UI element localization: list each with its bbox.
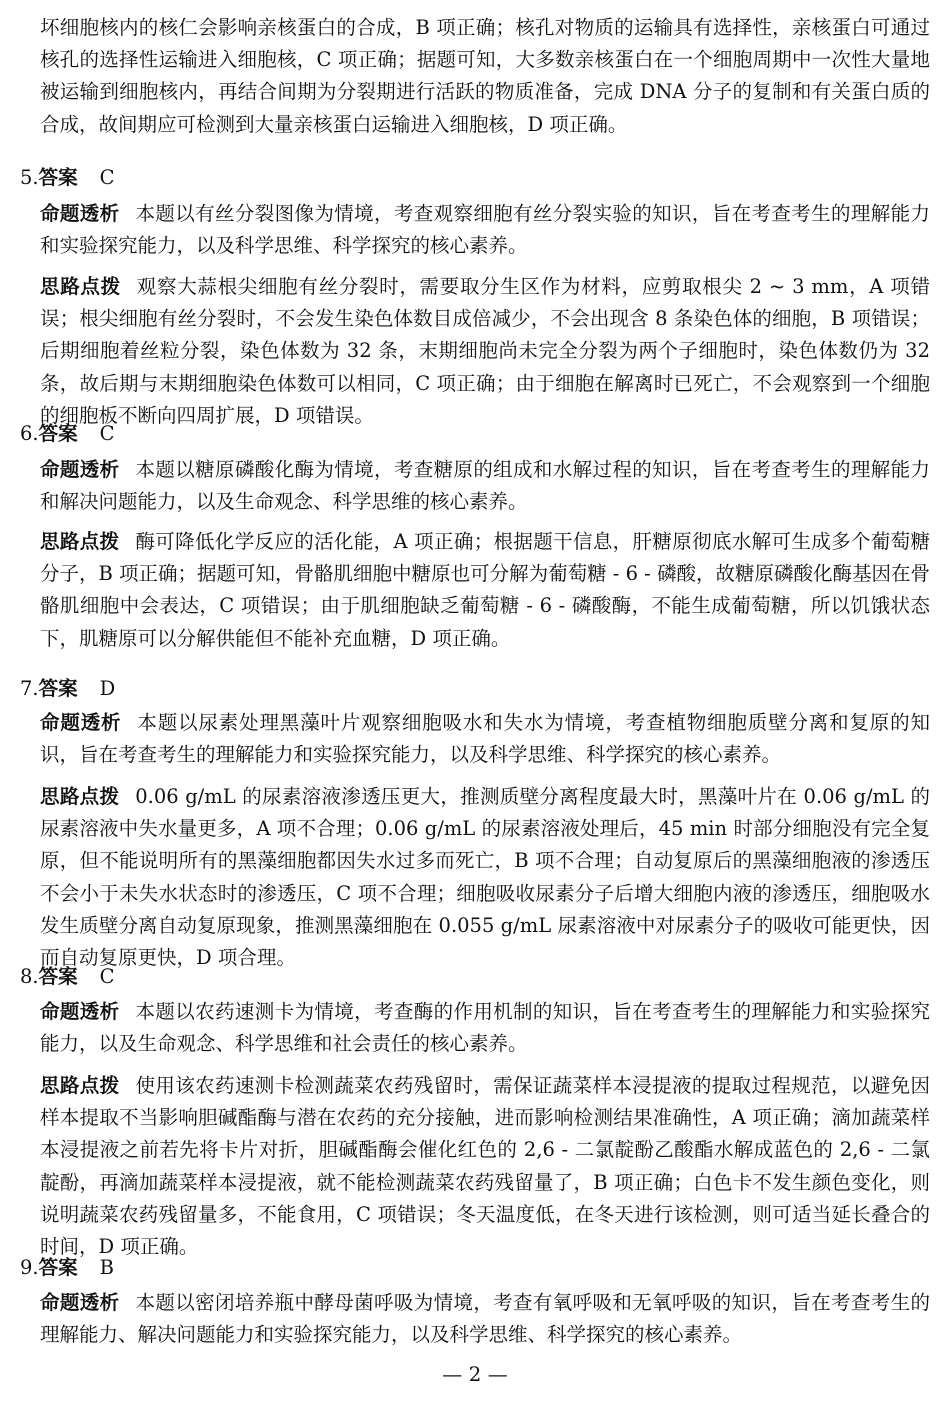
guide-paragraph-5: [40, 271, 930, 432]
guide-paragraph-6: [40, 526, 930, 655]
guide-label: 思路点拨: [40, 530, 120, 553]
intent-label: 命题透析: [40, 1291, 120, 1314]
answer-value: C: [99, 422, 115, 445]
question-number: 7.: [20, 677, 39, 700]
answer-line-7: [20, 673, 920, 705]
answer-line-8: [20, 961, 920, 993]
answer-label: 答案: [38, 1256, 78, 1279]
intent-paragraph-8: [40, 996, 930, 1060]
question-number: 6.: [20, 422, 39, 445]
guide-text: 酶可降低化学反应的活化能，A 项正确；根据题干信息，肝糖原彻底水解可生成多个葡萄糖分子，B 项正确；据题可知，骨骼肌细胞中糖原也可分解为葡萄糖 - 6 - 磷酸，故糖原磷酸化酶基因在骨骼肌细胞中会表达，C 项错误；由于肌细胞缺乏葡萄糖 - 6 - 磷酸酶，不能生成葡萄糖，所以饥饿状态下，肌糖原可以分解供能但不能补充血糖，D 项正确。: [40, 530, 930, 650]
guide-paragraph-7: [40, 781, 930, 974]
answer-value: C: [99, 166, 115, 189]
question-number: 9.: [20, 1256, 39, 1279]
intent-paragraph-9: [40, 1287, 930, 1351]
answer-line-6: [20, 418, 920, 450]
intent-text: 本题以农药速测卡为情境，考查酶的作用机制的知识，旨在考查考生的理解能力和实验探究能力，以及生命观念、科学思维和社会责任的核心素养。: [40, 1000, 930, 1056]
guide-text: 使用该农药速测卡检测蔬菜农药残留时，需保证蔬菜样本浸提液的提取过程规范，以避免因样本提取不当影响胆碱酯酶与潜在农药的充分接触，进而影响检测结果准确性，A 项正确；滴加蔬菜样本浸提液之前若先将卡片对折，胆碱酯酶会催化红色的 2,6 - 二氯靛酚乙酸酯水解成蓝色的 2,6 - 二氯靛酚，再滴加蔬菜样本浸提液，就不能检测蔬菜农药残留量了，B 项正确；白色卡不发生颜色变化，则说明蔬菜农药残留量多，不能食用，C 项错误；冬天温度低，在冬天进行该检测，则可适当延长叠合的时间，D 项正确。: [40, 1074, 930, 1259]
guide-label: 思路点拨: [40, 275, 121, 298]
answer-value: D: [99, 677, 116, 700]
intent-text: 本题以有丝分裂图像为情境，考查观察细胞有丝分裂实验的知识，旨在考查考生的理解能力和实验探究能力，以及科学思维、科学探究的核心素养。: [40, 202, 930, 258]
answer-value: B: [99, 1256, 114, 1279]
intent-label: 命题透析: [40, 1000, 120, 1023]
intent-text: 本题以密闭培养瓶中酵母菌呼吸为情境，考查有氧呼吸和无氧呼吸的知识，旨在考查考生的理解能力、解决问题能力和实验探究能力，以及科学思维、科学探究的核心素养。: [40, 1291, 930, 1347]
intent-text: 本题以尿素处理黑藻叶片观察细胞吸水和失水为情境，考查植物细胞质壁分离和复原的知识，旨在考查考生的理解能力和实验探究能力，以及科学思维、科学探究的核心素养。: [40, 711, 930, 767]
guide-label: 思路点拨: [40, 785, 120, 808]
intent-paragraph-7: [40, 707, 930, 771]
answer-value: C: [99, 965, 115, 988]
answer-label: 答案: [38, 166, 78, 189]
intro-paragraph: 坏细胞核内的核仁会影响亲核蛋白的合成，B 项正确；核孔对物质的运输具有选择性，亲核蛋白可通过核孔的选择性运输进入细胞核，C 项正确；据题可知，大多数亲核蛋白在一个细胞周期中一次性大量地被运输到细胞核内，再结合间期为分裂期进行活跃的物质准备，完成 DNA 分子的复制和有关蛋白质的合成，故间期应可检测到大量亲核蛋白运输进入细胞核，D 项正确。: [40, 16, 930, 136]
answer-line-5: [20, 162, 920, 194]
question-number: 5.: [20, 166, 39, 189]
guide-text: 0.06 g/mL 的尿素溶液渗透压更大，推测质壁分离程度最大时，黑藻叶片在 0.06 g/mL 的尿素溶液中失水量更多，A 项不合理；0.06 g/mL 的尿素溶液处理后，45 min 时部分细胞没有完全复原，但不能说明所有的黑藻细胞都因失水过多而死亡，B 项不合理；自动复原后的黑藻细胞液的渗透压不会小于未失水状态时的渗透压，C 项不合理；细胞吸收尿素分子后增大细胞内液的渗透压，细胞吸水发生质壁分离自动复原现象，推测黑藻细胞在 0.055 g/mL 尿素溶液中对尿素分子的吸收可能更快，因而自动复原更快，D 项合理。: [40, 785, 930, 970]
answer-label: 答案: [38, 422, 78, 445]
answer-line-9: [20, 1252, 920, 1284]
intent-label: 命题透析: [40, 458, 120, 481]
intent-paragraph-5: [40, 198, 930, 262]
answer-label: 答案: [38, 965, 78, 988]
intent-label: 命题透析: [40, 711, 122, 734]
intent-label: 命题透析: [40, 202, 120, 225]
guide-label: 思路点拨: [40, 1074, 120, 1097]
page-number: — 2 —: [442, 1362, 508, 1386]
question-number: 8.: [20, 965, 39, 988]
intent-text: 本题以糖原磷酸化酶为情境，考查糖原的组成和水解过程的知识，旨在考查考生的理解能力和解决问题能力，以及生命观念、科学思维的核心素养。: [40, 458, 930, 514]
guide-paragraph-8: [40, 1070, 930, 1263]
guide-text: 观察大蒜根尖细胞有丝分裂时，需要取分生区作为材料，应剪取根尖 2 ~ 3 mm，A 项错误；根尖细胞有丝分裂时，不会发生染色体数目成倍减少，不会出现含 8 条染色体的细胞，B 项错误；后期细胞着丝粒分裂，染色体数为 32 条，末期细胞尚未完全分裂为两个子细胞时，染色体数仍为 32 条，故后期与末期细胞染色体数可以相同，C 项正确；由于细胞在解离时已死亡，不会观察到一个细胞的细胞板不断向四周扩展，D 项错误。: [40, 275, 930, 427]
answer-label: 答案: [38, 677, 78, 700]
intent-paragraph-6: [40, 454, 930, 518]
